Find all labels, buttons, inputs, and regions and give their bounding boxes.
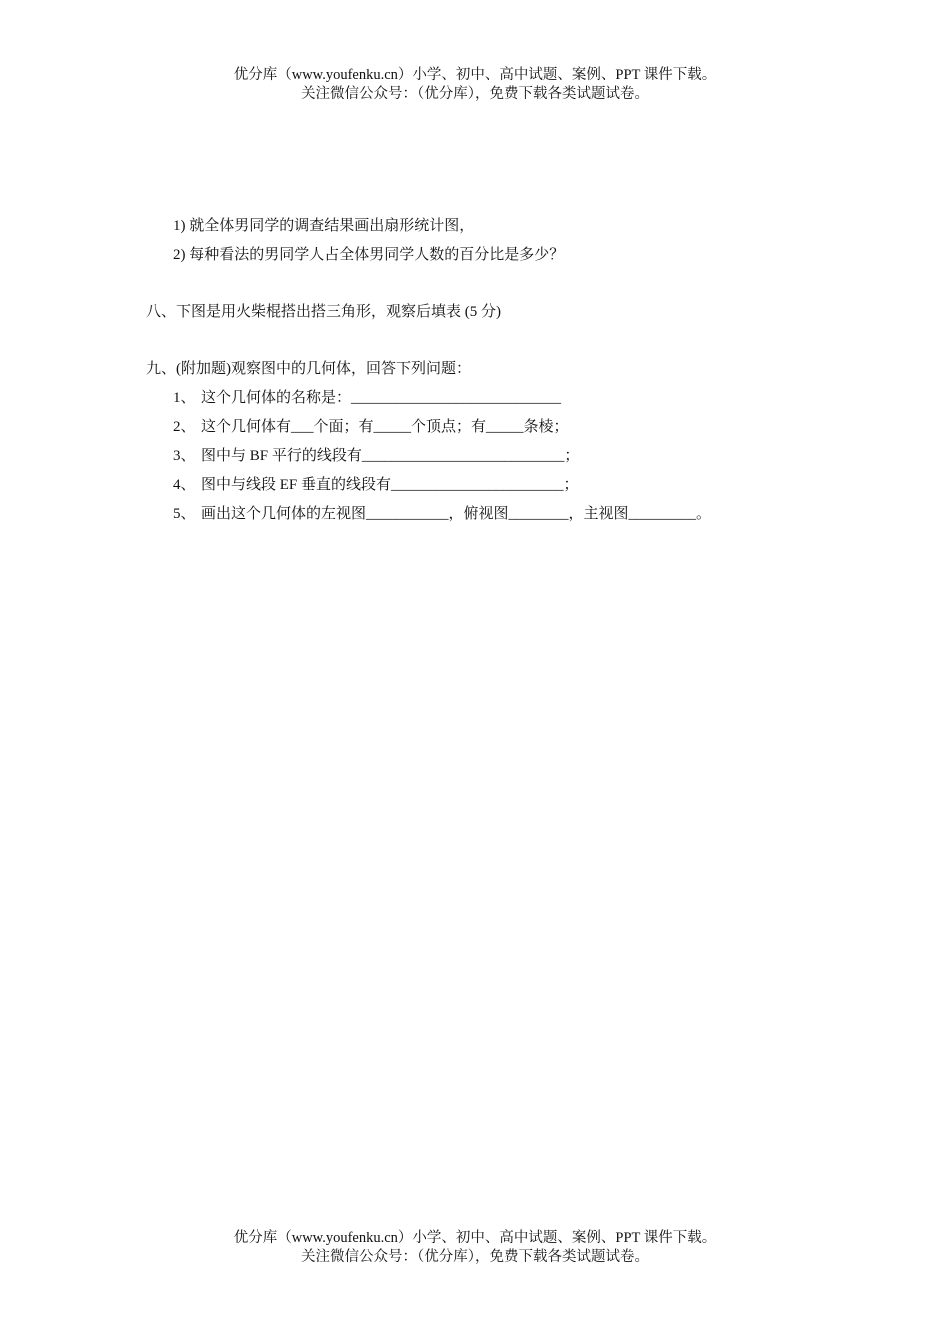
section-9-title: 九、(附加题)观察图中的几何体，回答下列问题：: [146, 361, 471, 377]
section-9-item-1: [173, 388, 561, 408]
item-number: 1、: [173, 390, 196, 406]
item-text: 画出这个几何体的左视图___________，俯视图________，主视图_________。: [201, 506, 712, 522]
item-text: 这个几何体有___个面；有_____个顶点；有_____条棱；: [201, 419, 569, 435]
section-8-title: 八、下图是用火柴棍搭出搭三角形，观察后填表 (5 分): [146, 304, 501, 320]
item-text: 图中与线段 EF 垂直的线段有_______________________；: [201, 477, 579, 493]
header-line-2: 关注微信公众号：（优分库），免费下载各类试题试卷。: [301, 86, 649, 102]
section-9-item-3: [173, 446, 579, 466]
question-7-2: 2) 每种看法的男同学人占全体男同学人数的百分比是多少？: [173, 247, 565, 263]
section-9-item-5: [173, 504, 711, 524]
page-header: [0, 66, 950, 104]
item-text: 这个几何体的名称是：____________________________: [201, 390, 562, 406]
item-number: 2、: [173, 419, 196, 435]
section-9-item-2: [173, 417, 569, 437]
item-number: 3、: [173, 448, 196, 464]
footer-line-1: 优分库（www.youfenku.cn）小学、初中、高中试题、案例、PPT 课件下载。: [233, 1230, 717, 1246]
section-9-item-4: [173, 475, 579, 495]
item-number: 5、: [173, 506, 196, 522]
question-7-1: 1) 就全体男同学的调查结果画出扇形统计图，: [173, 218, 475, 234]
footer-line-2: 关注微信公众号：（优分库），免费下载各类试题试卷。: [301, 1249, 649, 1265]
item-number: 4、: [173, 477, 196, 493]
page-footer: [0, 1229, 950, 1267]
item-text: 图中与 BF 平行的线段有___________________________；: [201, 448, 580, 464]
header-line-1: 优分库（www.youfenku.cn）小学、初中、高中试题、案例、PPT 课件下载。: [233, 67, 717, 83]
